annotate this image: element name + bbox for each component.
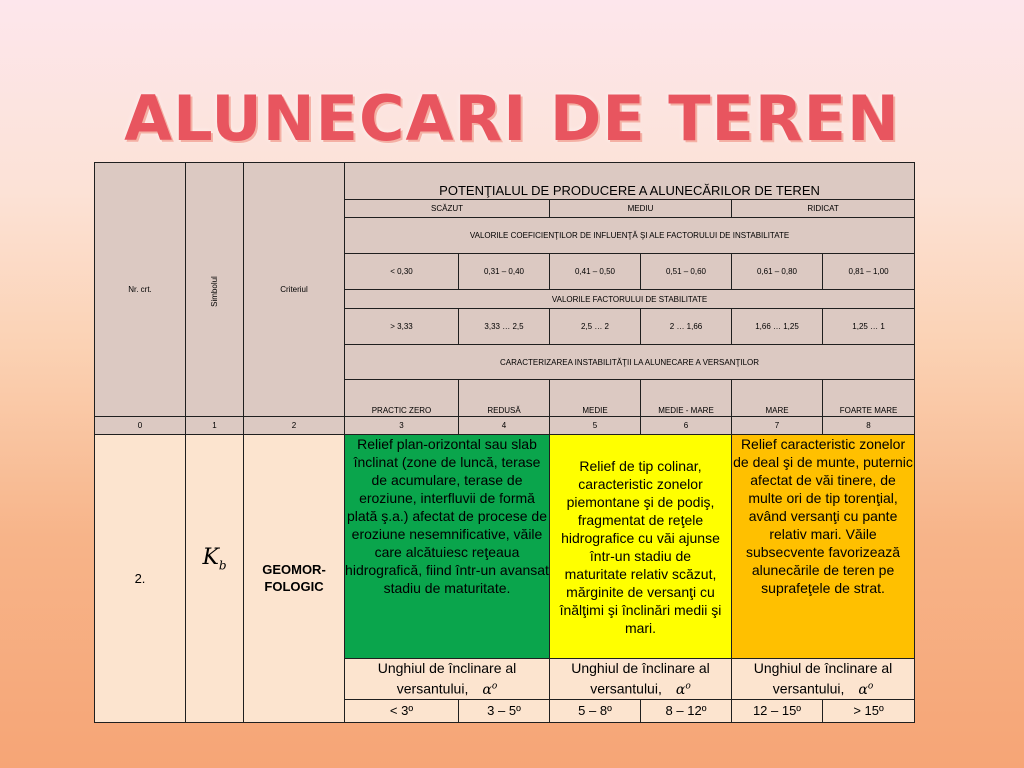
coef-value: 0,61 – 0,80 [732,254,823,290]
index-cell: 3 [345,417,459,435]
page-title: ALUNECARI DE TEREN [124,82,900,155]
coef-value: 0,41 – 0,50 [550,254,641,290]
stab-value: 2,5 … 2 [550,309,641,345]
header-nr-crt: Nr. crt. [95,163,186,417]
angle-value: < 3º [345,699,459,722]
desc-low: Relief plan-orizontal sau slab înclinat (zone de luncă, terase de acumulare, terase de eroziune, interfluvii de formă plată ş.a.) afectat de procese de eroziune nesemnificative, văile care alcătuiesc reţeaua hidrografică, fiind într-un avansat stadiu de maturitate. [345,435,550,659]
index-cell: 1 [186,417,244,435]
unghi-label: Unghiul de înclinare al versantului, $\alpha^o$ [732,659,915,700]
angle-value: 12 – 15º [732,699,823,722]
index-cell: 0 [95,417,186,435]
caract-value: MARE [732,380,823,417]
angle-value: 3 – 5º [459,699,550,722]
row-number: 2. [95,435,186,723]
landslide-table [94,162,915,723]
coef-value: 0,51 – 0,60 [641,254,732,290]
header-simbolul: Simbolul [186,163,244,417]
header-criteriul: Criteriul [244,163,345,417]
stab-value: > 3,33 [345,309,459,345]
angle-value: 5 – 8º [550,699,641,722]
desc-mid: Relief de tip colinar, caracteristic zonelor piemontane şi de podiş, fragmentat de reţele hidrografice cu văi ajunse într-un stadiu de maturitate relativ scăzut, mărginite de versanţi cu înălţimi şi înclinări medii şi mari. [550,435,732,659]
angle-value: 8 – 12º [641,699,732,722]
caract-value: REDUSĂ [459,380,550,417]
index-cell: 4 [459,417,550,435]
caract-value: MEDIE - MARE [641,380,732,417]
stab-value: 2 … 1,66 [641,309,732,345]
level-low: SCĂZUT [345,200,550,218]
coef-value: 0,81 – 1,00 [823,254,915,290]
caract-value: FOARTE MARE [823,380,915,417]
index-cell: 6 [641,417,732,435]
stab-title: VALORILE FACTORULUI DE STABILITATE [345,290,915,309]
index-cell: 7 [732,417,823,435]
index-cell: 5 [550,417,641,435]
caract-value: MEDIE [550,380,641,417]
caract-value: PRACTIC ZERO [345,380,459,417]
angle-value: > 15º [823,699,915,722]
level-high: RIDICAT [732,200,915,218]
stab-value: 1,25 … 1 [823,309,915,345]
desc-high: Relief caracteristic zonelor de deal şi de munte, puternic afectat de văi tinere, de multe ori de tip torenţial, având versanţi cu pante relativ mari. Văile subsecvente favorizează alunecările de teren pe suprafeţele de strat. [732,435,915,659]
stab-value: 3,33 … 2,5 [459,309,550,345]
index-cell: 2 [244,417,345,435]
header-potential: POTENŢIALUL DE PRODUCERE A ALUNECĂRILOR DE TEREN [345,163,915,200]
coef-value: < 0,30 [345,254,459,290]
coef-title: VALORILE COEFICIENŢILOR DE INFLUENŢĂ ŞI ALE FACTORULUI DE INSTABILITATE [345,218,915,254]
index-cell: 8 [823,417,915,435]
unghi-label: Unghiul de înclinare al versantului, $\alpha^o$ [345,659,550,700]
coef-value: 0,31 – 0,40 [459,254,550,290]
unghi-label: Unghiul de înclinare al versantului, $\alpha^o$ [550,659,732,700]
level-mid: MEDIU [550,200,732,218]
caract-title: CARACTERIZAREA INSTABILITĂŢII LA ALUNECARE A VERSANŢILOR [345,345,915,380]
symbol-kb: $K_b$ [186,435,244,723]
stab-value: 1,66 … 1,25 [732,309,823,345]
criteriu-geomorfologic: GEOMOR- FOLOGIC [244,435,345,723]
